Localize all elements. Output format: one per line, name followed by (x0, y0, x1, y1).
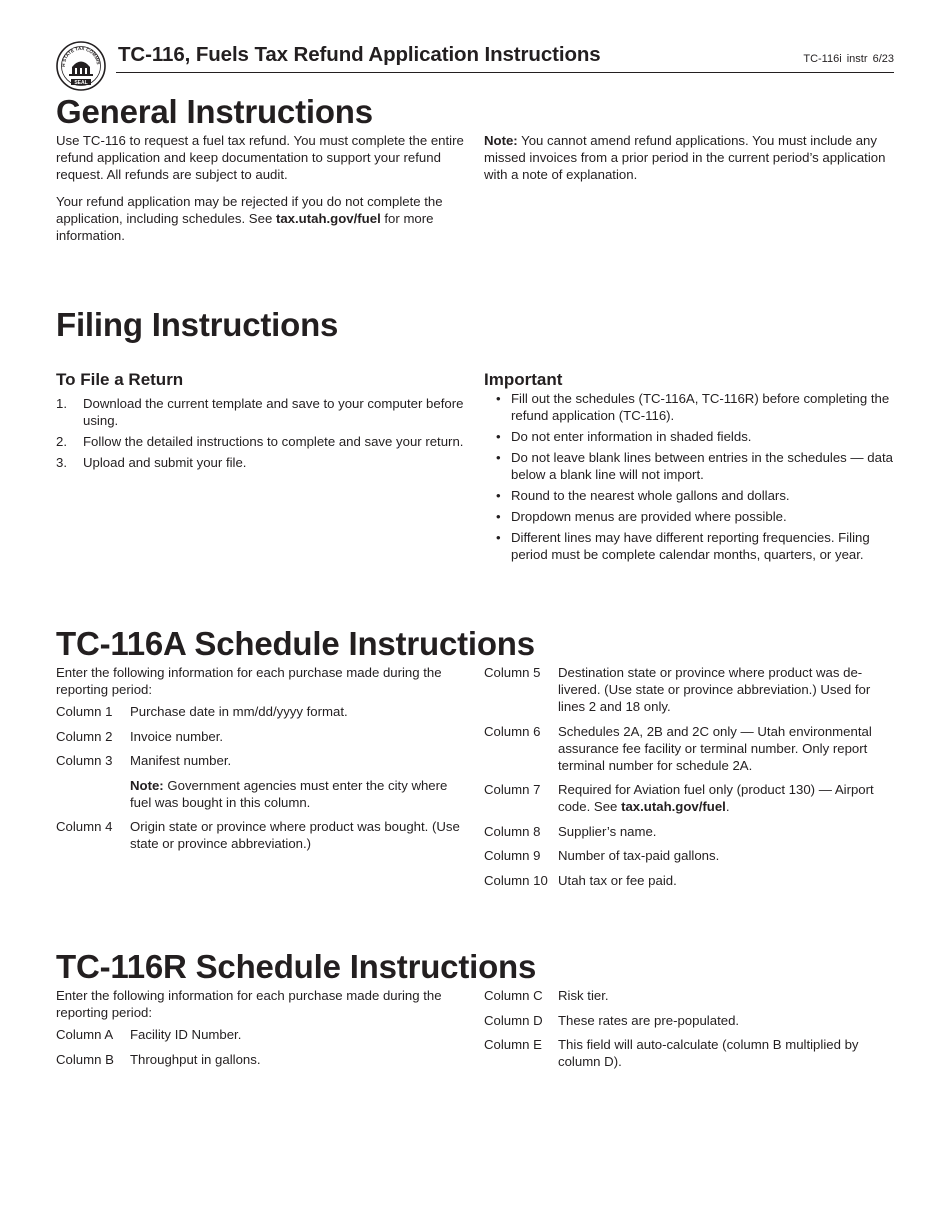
general-paragraph-2: Your refund application may be rejected if you do not complete the application, including schedules. See tax.utah.gov/fuel for more information. (56, 194, 443, 243)
tc116a-intro: Enter the following information for each purchase made during the reporting period: (56, 665, 442, 697)
important-item: • Fill out the schedules (TC-116A, TC-116R) before completing the refund application (TC-116). (484, 390, 896, 424)
filing-steps (56, 395, 470, 475)
column-8-row: Column 8 Supplier’s name. (484, 823, 657, 839)
form-date: 6/23 (872, 53, 894, 65)
tc116a-heading: TC-116A Schedule Instructions (56, 625, 535, 662)
column-1-row: Column 1 Purchase date in mm/dd/yyyy format. (56, 704, 348, 719)
column-c-row: Column C Risk tier. (484, 988, 609, 1003)
svg-text:UTAH STATE TAX COMMISSION: H STATE TAX COMMIS (60, 45, 101, 67)
step-item: 3. Upload and submit your file. (56, 455, 247, 470)
step-item: 1. Download the current template and save to your computer before using. (56, 396, 464, 428)
column-10-row: Column 10 Utah tax or fee paid. (484, 872, 677, 888)
state-seal-logo (56, 41, 106, 91)
important-item: • Different lines may have different reporting frequencies. Filing period must be complete calendar months, quarters, or year. (484, 529, 896, 563)
column-3-note: Note: Government agencies must enter the city where fuel was bought in this column. (130, 777, 448, 810)
tc116r-right-column (484, 987, 896, 1078)
step-item: 2. Follow the detailed instructions to complete and save your return. (56, 434, 464, 449)
tc116a-left-column (56, 664, 470, 860)
to-file-heading: To File a Return (56, 370, 184, 389)
svg-text:SEAL: SEAL (74, 80, 88, 86)
general-left-column (56, 132, 470, 254)
important-item: • Do not enter information in shaded fields. (484, 428, 896, 445)
important-item: • Do not leave blank lines between entries in the schedules — data below a blank line will not import. (484, 449, 896, 483)
column-e-row: Column E This field will auto-calculate (column B multiplied by column D). (484, 1037, 859, 1069)
important-list (484, 390, 896, 567)
header-divider (116, 72, 894, 73)
filing-instructions-heading: Filing Instructions (56, 306, 339, 343)
general-paragraph-1: Use TC-116 to request a fuel tax refund. You must complete the entire refund application and keep documentation to support your refund request. All refunds are subject to audit. (56, 133, 464, 182)
column-2-row: Column 2 Invoice number. (56, 728, 224, 744)
column-3-row: Column 3 Manifest number. (56, 753, 232, 768)
form-code-label: TC-116i instr (803, 53, 868, 65)
tax-website-link[interactable]: tax.utah.gov/fuel (275, 211, 381, 226)
general-right-column (484, 132, 896, 193)
tc116r-intro: Enter the following information for each purchase made during the reporting period: (56, 988, 442, 1020)
tc116r-heading: TC-116R Schedule Instructions (56, 948, 537, 985)
column-4-row: Column 4 Origin state or province where product was bought. (Use state or province abbreviation.) (56, 819, 460, 851)
tc116r-left-column (56, 987, 470, 1075)
important-item: • Round to the nearest whole gallons and dollars. (484, 487, 896, 504)
column-9-row: Column 9 Number of tax-paid gallons. (484, 848, 720, 863)
tc116a-right-column (484, 664, 896, 896)
column-6-row: Column 6 Schedules 2A, 2B and 2C only — Utah environmental assurance fee facility or terminal number. Only report terminal number for schedule 2A. (484, 723, 872, 773)
column-b-row: Column B Throughput in gallons. (56, 1051, 261, 1067)
column-7-row: Column 7 Required for Aviation fuel only (product 130) — Airport code. See tax.utah.gov/fuel. (484, 782, 874, 814)
important-item: • Dropdown menus are provided where possible. (484, 508, 896, 525)
column-d-row: Column D These rates are pre-populated. (484, 1012, 740, 1028)
general-note: Note: You cannot amend refund applications. You must include any missed invoices from a prior period in the current period’s application with a note of explanation. (484, 133, 886, 182)
general-instructions-heading: General Instructions (56, 93, 373, 130)
important-heading: Important (484, 370, 563, 389)
document-title: TC-116, Fuels Tax Refund Application Instructions (118, 43, 601, 66)
column-a-row: Column A Facility ID Number. (56, 1027, 242, 1042)
column-5-row: Column 5 Destination state or province where product was de-livered. (Use state or province abbreviation.) Used for lines 2 and 18 only. (484, 665, 871, 714)
form-code (803, 53, 894, 65)
airport-code-link[interactable]: tax.utah.gov/fuel (621, 799, 726, 814)
